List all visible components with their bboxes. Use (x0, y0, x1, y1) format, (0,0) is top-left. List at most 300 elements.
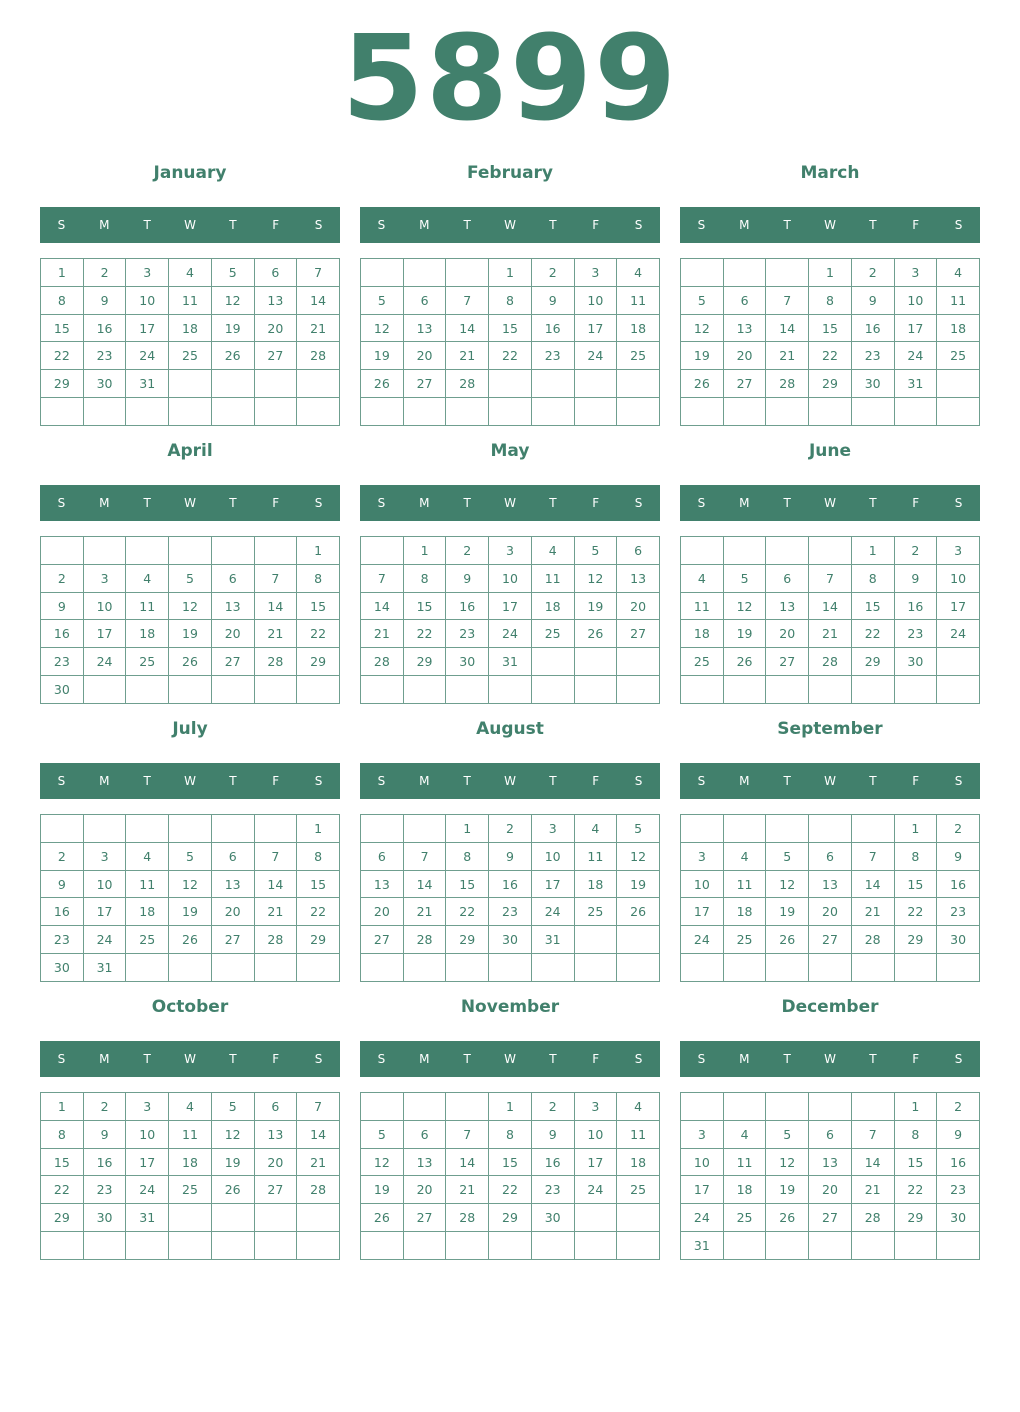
empty-day-cell (681, 954, 724, 982)
weekday-label: W (504, 774, 516, 788)
day-cell: 21 (446, 1176, 489, 1204)
day-cell: 5 (681, 286, 724, 314)
day-cell: 17 (681, 1176, 724, 1204)
weekday-label: M (419, 1052, 430, 1066)
day-cell: 19 (574, 592, 617, 620)
day-cell: 11 (617, 286, 660, 314)
empty-day-cell (361, 954, 404, 982)
day-cell: 5 (766, 1120, 809, 1148)
day-cell: 20 (254, 314, 297, 342)
day-cell: 5 (211, 1093, 254, 1121)
day-cell: 7 (766, 286, 809, 314)
day-cell: 26 (169, 926, 212, 954)
weekday-label: S (314, 218, 323, 232)
month-name: February (466, 163, 554, 183)
weekday-label: S (377, 774, 386, 788)
day-cell: 18 (531, 592, 574, 620)
weekday-label: W (824, 774, 836, 788)
day-cell: 10 (681, 1148, 724, 1176)
week-row (681, 648, 980, 676)
week-row (361, 620, 660, 648)
empty-day-cell (489, 954, 532, 982)
week-row (41, 286, 340, 314)
empty-day-cell (574, 1232, 617, 1260)
day-cell: 26 (211, 342, 254, 370)
day-cell: 9 (446, 564, 489, 592)
day-cell: 14 (361, 592, 404, 620)
day-cell: 10 (574, 1120, 617, 1148)
day-cell: 10 (126, 1120, 169, 1148)
empty-day-cell (211, 954, 254, 982)
weekday-label: T (549, 1052, 557, 1066)
empty-day-cell (126, 1232, 169, 1260)
day-cell: 3 (531, 815, 574, 843)
day-cell: 30 (41, 954, 84, 982)
day-cell: 8 (297, 842, 340, 870)
weekday-label: T (229, 218, 237, 232)
day-cell: 30 (83, 370, 126, 398)
week-row (681, 259, 980, 287)
day-cell: 22 (297, 898, 340, 926)
empty-day-cell (531, 648, 574, 676)
day-cell: 31 (126, 370, 169, 398)
day-cell: 30 (937, 1204, 980, 1232)
empty-day-cell (83, 1232, 126, 1260)
empty-day-cell (169, 954, 212, 982)
day-cell: 16 (83, 1148, 126, 1176)
day-cell: 1 (894, 1093, 937, 1121)
day-cell: 11 (169, 286, 212, 314)
day-cell: 22 (446, 898, 489, 926)
week-row (681, 1093, 980, 1121)
weekday-label: F (912, 774, 920, 788)
empty-day-cell (489, 676, 532, 704)
day-cell: 17 (83, 620, 126, 648)
weekday-label: S (954, 1052, 963, 1066)
weekday-label: W (184, 1052, 196, 1066)
week-row (361, 676, 660, 704)
month-name: July (172, 719, 208, 739)
day-cell: 11 (681, 592, 724, 620)
day-cell: 7 (403, 842, 446, 870)
day-cell: 13 (361, 870, 404, 898)
day-cell: 24 (489, 620, 532, 648)
weekday-label: F (912, 1052, 920, 1066)
month-name: January (153, 163, 227, 183)
weekday-label: T (549, 774, 557, 788)
day-cell: 10 (489, 564, 532, 592)
day-cell: 10 (531, 842, 574, 870)
weekday-label: F (272, 774, 280, 788)
day-cell: 16 (851, 314, 894, 342)
weekday-label: S (377, 496, 386, 510)
empty-day-cell (361, 537, 404, 565)
empty-day-cell (403, 815, 446, 843)
empty-day-cell (297, 1204, 340, 1232)
empty-day-cell (41, 537, 84, 565)
empty-day-cell (361, 1232, 404, 1260)
day-cell: 7 (446, 286, 489, 314)
day-cell: 24 (894, 342, 937, 370)
week-row (681, 676, 980, 704)
empty-day-cell (254, 954, 297, 982)
weekday-label: S (634, 1052, 643, 1066)
day-cell: 20 (254, 1148, 297, 1176)
day-cell: 5 (361, 286, 404, 314)
day-cell: 7 (361, 564, 404, 592)
empty-day-cell (446, 676, 489, 704)
empty-day-cell (574, 954, 617, 982)
weekday-header-bar (680, 485, 980, 521)
week-row (681, 537, 980, 565)
day-cell: 19 (723, 620, 766, 648)
weekday-label: S (314, 496, 323, 510)
week-row (41, 564, 340, 592)
weekday-label: S (954, 774, 963, 788)
day-cell: 9 (41, 870, 84, 898)
weekday-label: T (143, 496, 151, 510)
empty-day-cell (574, 398, 617, 426)
empty-day-cell (211, 537, 254, 565)
day-cell: 7 (809, 564, 852, 592)
day-cell: 29 (809, 370, 852, 398)
week-row (681, 870, 980, 898)
day-cell: 8 (851, 564, 894, 592)
empty-day-cell (254, 815, 297, 843)
empty-day-cell (361, 259, 404, 287)
day-cell: 2 (531, 259, 574, 287)
weekday-label: S (314, 774, 323, 788)
empty-day-cell (297, 1232, 340, 1260)
day-cell: 3 (126, 1093, 169, 1121)
day-cell: 12 (211, 1120, 254, 1148)
day-cell: 7 (851, 842, 894, 870)
day-cell: 14 (446, 314, 489, 342)
day-cell: 2 (851, 259, 894, 287)
empty-day-cell (211, 1204, 254, 1232)
day-cell: 28 (297, 1176, 340, 1204)
day-cell: 26 (766, 1204, 809, 1232)
day-cell: 31 (681, 1232, 724, 1260)
day-cell: 19 (617, 870, 660, 898)
empty-day-cell (894, 676, 937, 704)
empty-day-cell (403, 676, 446, 704)
empty-day-cell (403, 1232, 446, 1260)
month-name: September (777, 719, 883, 739)
day-cell: 23 (531, 1176, 574, 1204)
day-cell: 4 (723, 842, 766, 870)
week-row (681, 1232, 980, 1260)
empty-day-cell (169, 1204, 212, 1232)
weekday-header-bar (680, 207, 980, 243)
day-cell: 28 (851, 1204, 894, 1232)
empty-day-cell (851, 954, 894, 982)
day-cell: 5 (723, 564, 766, 592)
day-cell: 3 (126, 259, 169, 287)
day-cell: 24 (126, 342, 169, 370)
day-cell: 31 (531, 926, 574, 954)
week-row (361, 898, 660, 926)
week-row (681, 592, 980, 620)
empty-day-cell (83, 815, 126, 843)
day-cell: 25 (617, 1176, 660, 1204)
day-cell: 18 (169, 1148, 212, 1176)
empty-day-cell (361, 676, 404, 704)
day-grid (680, 536, 980, 704)
empty-day-cell (361, 1093, 404, 1121)
weekday-label: T (869, 496, 877, 510)
day-cell: 28 (766, 370, 809, 398)
weekday-label: F (272, 218, 280, 232)
day-cell: 23 (41, 648, 84, 676)
day-cell: 6 (617, 537, 660, 565)
day-cell: 21 (809, 620, 852, 648)
weekday-header-bar (680, 1041, 980, 1077)
weekday-label: M (739, 496, 750, 510)
week-row (41, 314, 340, 342)
day-cell: 13 (254, 286, 297, 314)
day-cell: 14 (403, 870, 446, 898)
day-cell: 17 (83, 898, 126, 926)
day-cell: 21 (446, 342, 489, 370)
empty-day-cell (169, 370, 212, 398)
day-cell: 9 (531, 1120, 574, 1148)
day-cell: 18 (126, 620, 169, 648)
day-cell: 29 (403, 648, 446, 676)
week-row (361, 1093, 660, 1121)
day-cell: 24 (681, 926, 724, 954)
week-row (41, 1148, 340, 1176)
weekday-label: W (184, 774, 196, 788)
day-cell: 11 (617, 1120, 660, 1148)
day-cell: 25 (617, 342, 660, 370)
day-cell: 7 (254, 564, 297, 592)
day-cell: 19 (211, 1148, 254, 1176)
week-row (681, 815, 980, 843)
day-cell: 24 (126, 1176, 169, 1204)
empty-day-cell (681, 398, 724, 426)
day-cell: 3 (83, 842, 126, 870)
day-cell: 17 (937, 592, 980, 620)
week-row (361, 1176, 660, 1204)
day-cell: 19 (681, 342, 724, 370)
day-cell: 23 (851, 342, 894, 370)
weekday-label: T (229, 1052, 237, 1066)
week-row (41, 259, 340, 287)
day-cell: 2 (531, 1093, 574, 1121)
day-cell: 19 (169, 898, 212, 926)
day-cell: 10 (894, 286, 937, 314)
day-cell: 18 (937, 314, 980, 342)
day-cell: 28 (851, 926, 894, 954)
week-row (361, 398, 660, 426)
week-row (41, 1176, 340, 1204)
day-cell: 26 (361, 370, 404, 398)
day-cell: 4 (169, 1093, 212, 1121)
weekday-label: M (419, 218, 430, 232)
empty-day-cell (489, 398, 532, 426)
day-cell: 13 (723, 314, 766, 342)
weekday-label: F (592, 496, 600, 510)
day-cell: 2 (83, 259, 126, 287)
week-row (681, 1148, 980, 1176)
empty-day-cell (531, 1232, 574, 1260)
day-cell: 23 (41, 926, 84, 954)
weekday-label: F (912, 496, 920, 510)
day-cell: 15 (489, 314, 532, 342)
day-cell: 8 (489, 286, 532, 314)
day-cell: 30 (894, 648, 937, 676)
day-cell: 20 (211, 898, 254, 926)
weekday-label: T (143, 218, 151, 232)
empty-day-cell (489, 1232, 532, 1260)
day-cell: 27 (809, 1204, 852, 1232)
week-row (41, 398, 340, 426)
day-cell: 8 (41, 1120, 84, 1148)
day-cell: 27 (809, 926, 852, 954)
weekday-label: S (57, 496, 66, 510)
weekday-label: S (634, 218, 643, 232)
day-cell: 29 (297, 926, 340, 954)
empty-day-cell (211, 370, 254, 398)
day-cell: 5 (766, 842, 809, 870)
empty-day-cell (297, 398, 340, 426)
day-cell: 16 (446, 592, 489, 620)
day-cell: 21 (403, 898, 446, 926)
day-cell: 19 (361, 342, 404, 370)
empty-day-cell (894, 1232, 937, 1260)
empty-day-cell (254, 676, 297, 704)
day-cell: 1 (446, 815, 489, 843)
day-cell: 25 (574, 898, 617, 926)
empty-day-cell (574, 1204, 617, 1232)
weekday-label: S (57, 218, 66, 232)
empty-day-cell (403, 954, 446, 982)
week-row (681, 286, 980, 314)
day-cell: 17 (126, 1148, 169, 1176)
day-cell: 2 (446, 537, 489, 565)
week-row (361, 842, 660, 870)
day-cell: 7 (254, 842, 297, 870)
weekday-label: F (912, 218, 920, 232)
day-cell: 9 (894, 564, 937, 592)
day-cell: 16 (41, 898, 84, 926)
empty-day-cell (169, 815, 212, 843)
day-cell: 9 (851, 286, 894, 314)
weekday-label: T (229, 496, 237, 510)
day-cell: 27 (211, 648, 254, 676)
day-cell: 21 (851, 1176, 894, 1204)
day-cell: 11 (723, 1148, 766, 1176)
empty-day-cell (211, 676, 254, 704)
empty-day-cell (723, 259, 766, 287)
empty-day-cell (211, 1232, 254, 1260)
day-cell: 30 (446, 648, 489, 676)
weekday-label: S (954, 496, 963, 510)
day-cell: 16 (531, 314, 574, 342)
day-cell: 25 (723, 926, 766, 954)
empty-day-cell (574, 676, 617, 704)
day-grid (40, 258, 340, 426)
week-row (41, 620, 340, 648)
weekday-label: S (57, 774, 66, 788)
day-cell: 26 (361, 1204, 404, 1232)
month-name: August (476, 719, 544, 739)
day-grid (680, 814, 980, 982)
day-cell: 4 (126, 842, 169, 870)
month-name: March (800, 163, 860, 183)
day-cell: 12 (211, 286, 254, 314)
day-cell: 31 (126, 1204, 169, 1232)
day-cell: 18 (126, 898, 169, 926)
day-cell: 23 (937, 1176, 980, 1204)
empty-day-cell (297, 370, 340, 398)
day-cell: 12 (574, 564, 617, 592)
empty-day-cell (41, 815, 84, 843)
weekday-label: S (697, 1052, 706, 1066)
day-cell: 1 (851, 537, 894, 565)
day-cell: 29 (894, 1204, 937, 1232)
day-cell: 30 (851, 370, 894, 398)
day-cell: 6 (766, 564, 809, 592)
empty-day-cell (361, 398, 404, 426)
empty-day-cell (41, 398, 84, 426)
day-cell: 27 (723, 370, 766, 398)
week-row (41, 898, 340, 926)
day-cell: 10 (126, 286, 169, 314)
calendar-year-title: 5899 (341, 9, 679, 147)
day-cell: 1 (297, 815, 340, 843)
day-cell: 3 (574, 259, 617, 287)
empty-day-cell (766, 259, 809, 287)
day-cell: 11 (169, 1120, 212, 1148)
empty-day-cell (937, 1232, 980, 1260)
day-cell: 12 (766, 870, 809, 898)
weekday-label: T (549, 218, 557, 232)
day-cell: 3 (937, 537, 980, 565)
day-cell: 1 (41, 259, 84, 287)
weekday-header-bar (360, 485, 660, 521)
day-grid (680, 258, 980, 426)
day-cell: 29 (489, 1204, 532, 1232)
day-cell: 15 (809, 314, 852, 342)
day-cell: 1 (809, 259, 852, 287)
day-cell: 23 (937, 898, 980, 926)
week-row (361, 592, 660, 620)
day-cell: 18 (723, 1176, 766, 1204)
day-cell: 25 (169, 1176, 212, 1204)
day-cell: 26 (211, 1176, 254, 1204)
empty-day-cell (937, 676, 980, 704)
day-cell: 3 (681, 1120, 724, 1148)
week-row (681, 620, 980, 648)
day-cell: 4 (617, 259, 660, 287)
day-cell: 15 (41, 314, 84, 342)
empty-day-cell (894, 954, 937, 982)
weekday-label: M (99, 496, 110, 510)
day-cell: 1 (41, 1093, 84, 1121)
day-cell: 5 (574, 537, 617, 565)
empty-day-cell (126, 676, 169, 704)
day-cell: 28 (254, 648, 297, 676)
day-cell: 23 (446, 620, 489, 648)
weekday-header-bar (360, 1041, 660, 1077)
day-cell: 20 (361, 898, 404, 926)
empty-day-cell (531, 398, 574, 426)
week-row (361, 1232, 660, 1260)
empty-day-cell (809, 398, 852, 426)
week-row (41, 648, 340, 676)
